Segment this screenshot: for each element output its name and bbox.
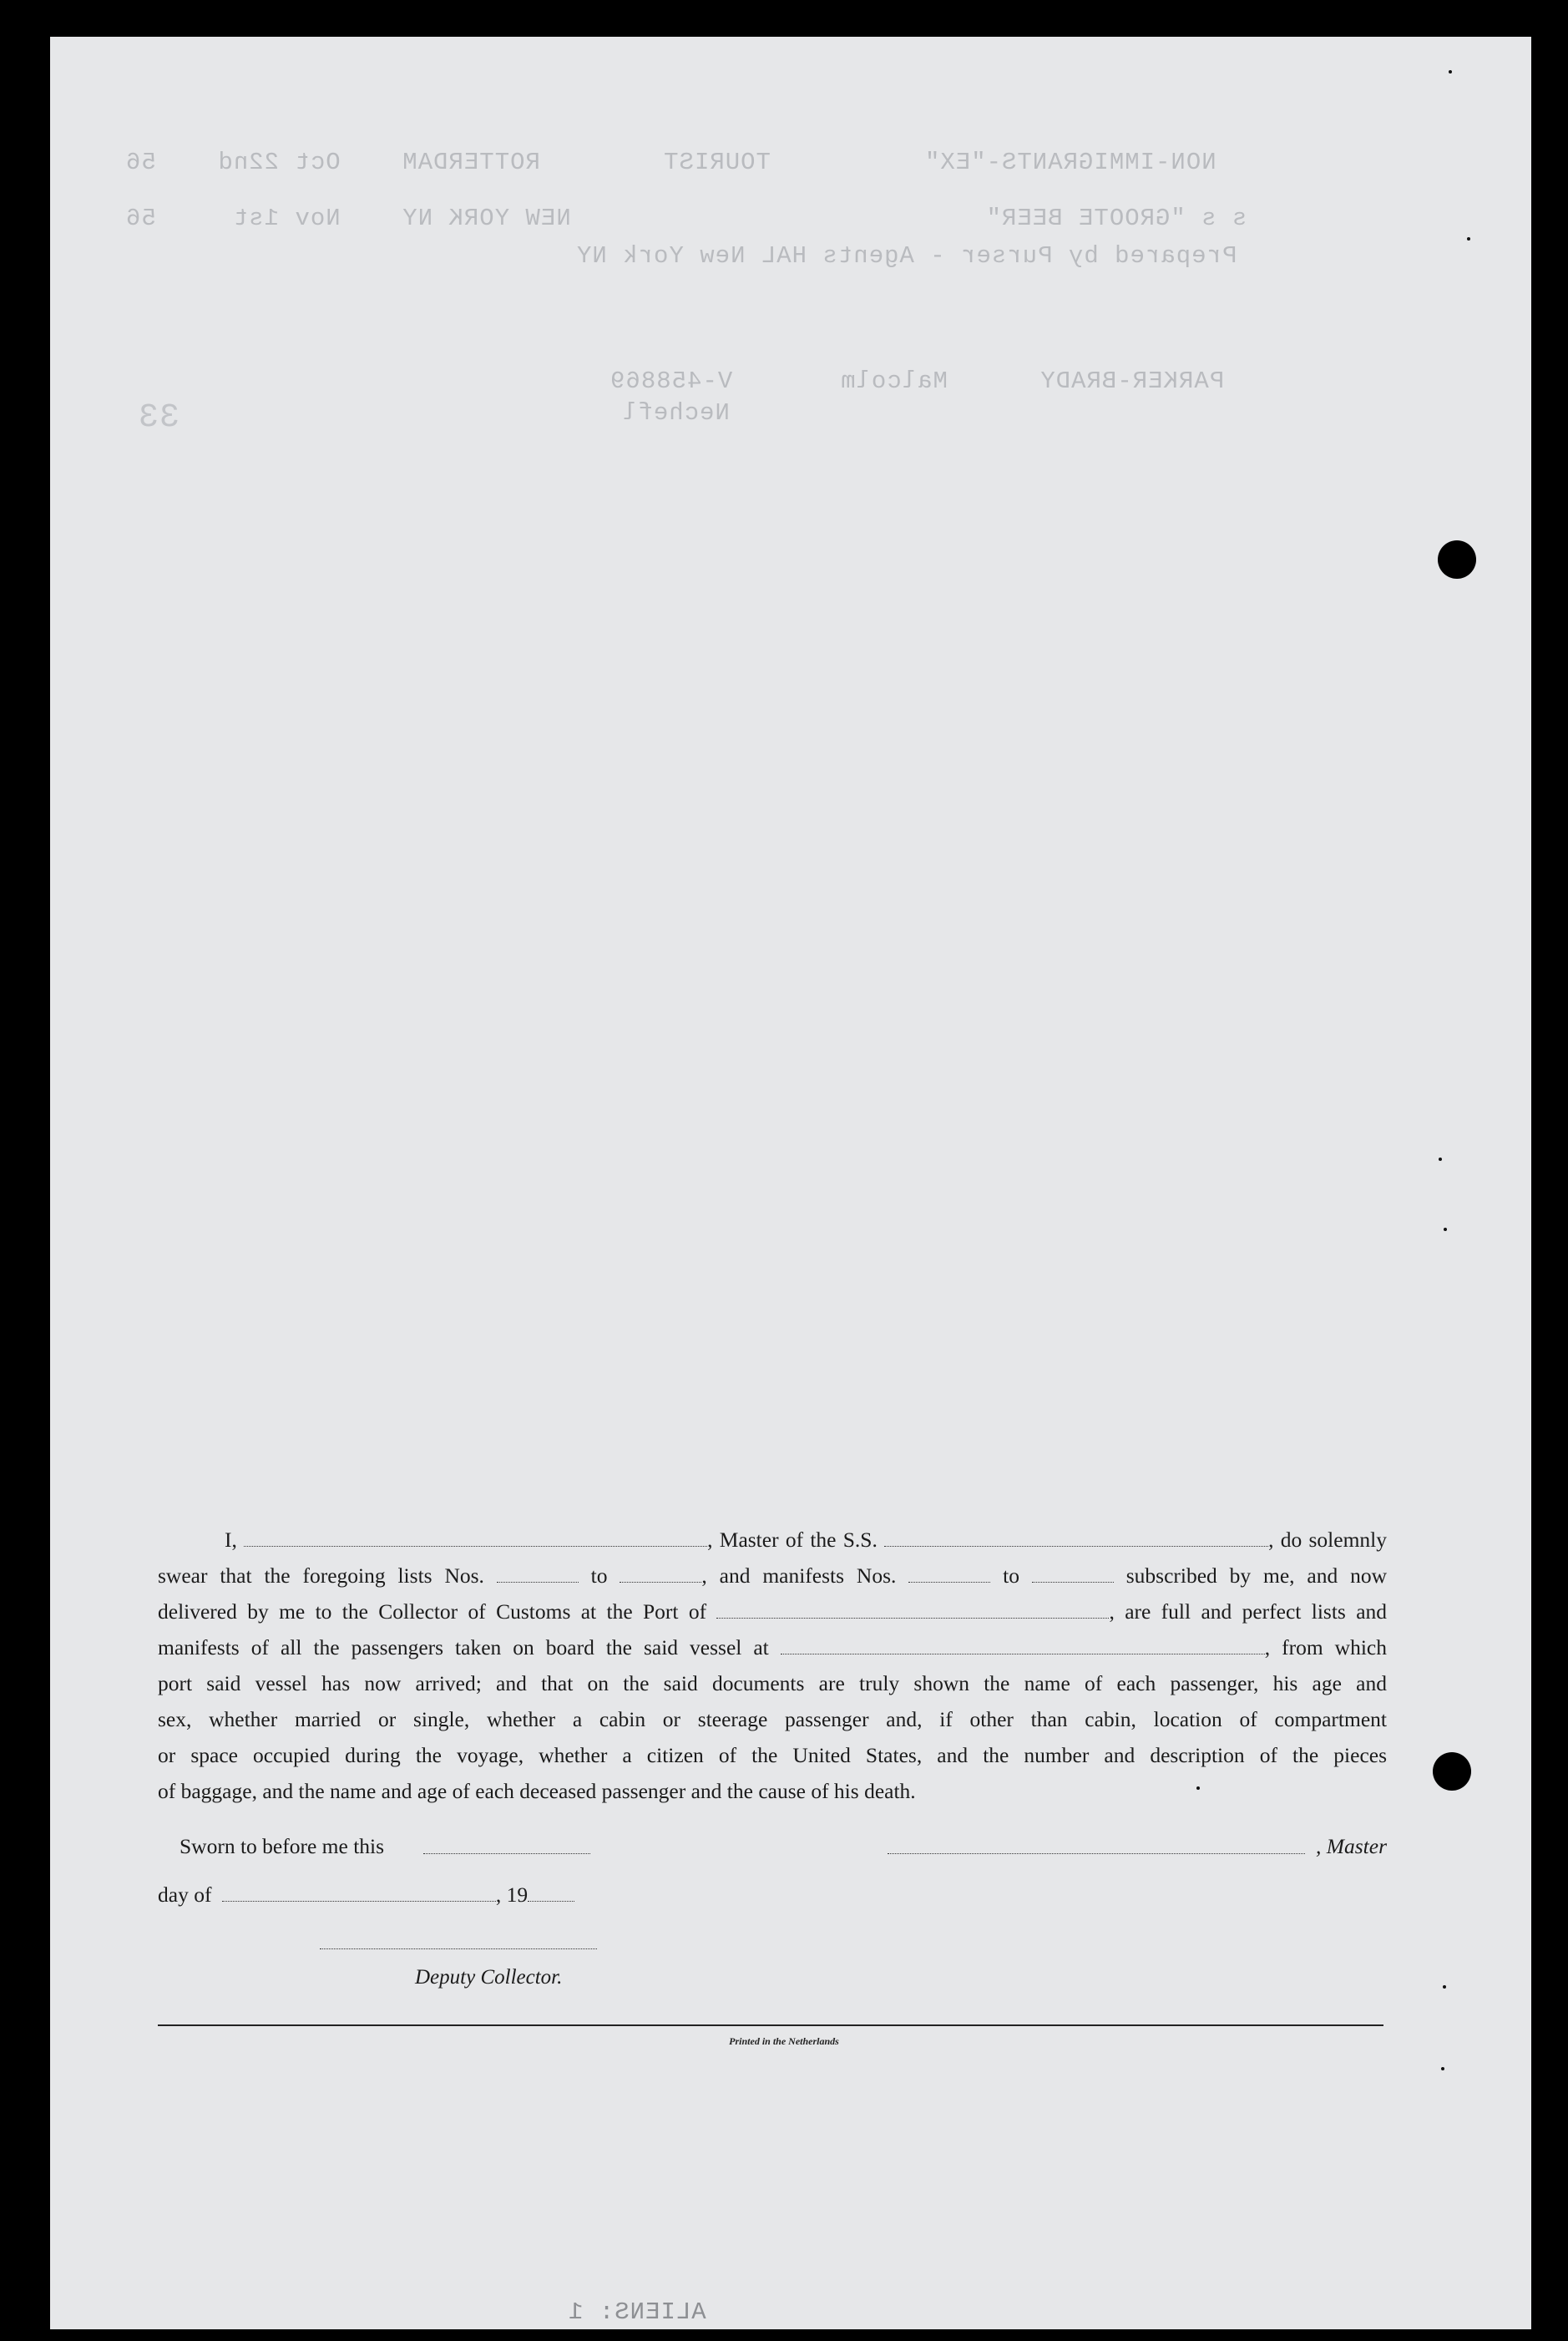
lists-from-blank[interactable] [497,1581,579,1583]
day-of-row [158,1882,574,1908]
oath-text: , do solemnly [1268,1528,1388,1552]
manifests-from-blank[interactable] [908,1581,990,1583]
master-label: , Master [1316,1834,1387,1858]
oath-line-2 [158,1558,1387,1594]
sworn-date-blank[interactable] [423,1852,590,1854]
bleed-line-3: Prepared by Purser - Agents HAL New York NY [576,242,1237,270]
punch-hole-bottom [1433,1752,1471,1791]
year-blank[interactable] [528,1900,574,1902]
bleed-line-1: NON-IMMIGRANTS-"EX" TOURIST ROTTERDAM Oct 22nd 56 [125,149,1216,176]
bleed-line-5: Nechefl [622,399,730,427]
lists-to-blank[interactable] [620,1581,701,1583]
oath-text: of baggage, and the name and age of each deceased passenger and the cause of his death. [158,1779,916,1803]
oath-text: manifests of all the passengers taken on board the said vessel at [158,1635,769,1659]
printed-in-label: Printed in the Netherlands [729,2035,839,2047]
sworn-row [158,1834,1387,1864]
oath-line-6 [158,1701,1387,1737]
sworn-label: Sworn to before me this [180,1834,385,1858]
oath-text: , from which [1264,1635,1388,1659]
manifests-to-blank[interactable] [1032,1581,1114,1583]
oath-text: port said vessel has now arrived; and that on the said documents are truly shown the name of each passenger, his age and [158,1671,1387,1695]
speck [1467,237,1470,241]
oath-text: delivered by me to the Collector of Customs at the Port of [158,1599,707,1624]
oath-line-3 [158,1594,1387,1629]
punch-hole-top [1438,540,1476,579]
vessel-blank[interactable] [884,1545,1268,1547]
oath-line-7 [158,1737,1387,1773]
oath-text: , Master of the S.S. [707,1528,878,1552]
oath-text: , and manifests Nos. [701,1563,897,1588]
bleed-footer: ALIENS: 1 [568,2298,706,2326]
oath-text: I, [225,1528,237,1552]
master-signature-blank[interactable] [888,1852,1305,1854]
oath-paragraph [158,1522,1387,1809]
oath-line-1 [158,1522,1387,1558]
bleed-line-4: PARKER-BRADY Malcolm V-458869 [609,367,1225,395]
oath-text: sex, whether married or single, whether a cabin or steerage passenger and, if other than cabin, location of compartment [158,1707,1387,1731]
oath-text: swear that the foregoing lists Nos. [158,1563,484,1588]
speck [1443,1985,1446,1989]
speck [1449,70,1452,73]
oath-text: , are full and perfect lists and [1109,1599,1388,1624]
day-of-blank[interactable] [222,1900,496,1902]
port-blank[interactable] [716,1617,1109,1619]
oath-text: subscribed by me, and now [1125,1563,1388,1588]
oath-text: to [1003,1563,1019,1588]
embark-port-blank[interactable] [781,1653,1265,1654]
oath-line-4 [158,1629,1387,1665]
deputy-signature-blank[interactable] [320,1948,597,1949]
speck [1441,2067,1444,2070]
bleed-line-2: s s "GROOTE BEER" NEW YORK NY Nov 1st 56 [125,205,1247,232]
day-of-label: day of [158,1882,212,1907]
oath-line-8 [158,1773,1387,1809]
bleed-page-number: 33 [138,399,180,437]
speck [1444,1228,1447,1231]
name-blank[interactable] [244,1545,707,1547]
oath-text: or space occupied during the voyage, whether a citizen of the United States, and the number and description of the pieces [158,1743,1387,1767]
oath-text: to [590,1563,608,1588]
footer-rule [158,2024,1383,2026]
year-label: , 19 [495,1882,529,1907]
oath-line-5 [158,1665,1387,1701]
deputy-collector-label: Deputy Collector. [415,1966,563,1989]
speck [1439,1158,1442,1161]
